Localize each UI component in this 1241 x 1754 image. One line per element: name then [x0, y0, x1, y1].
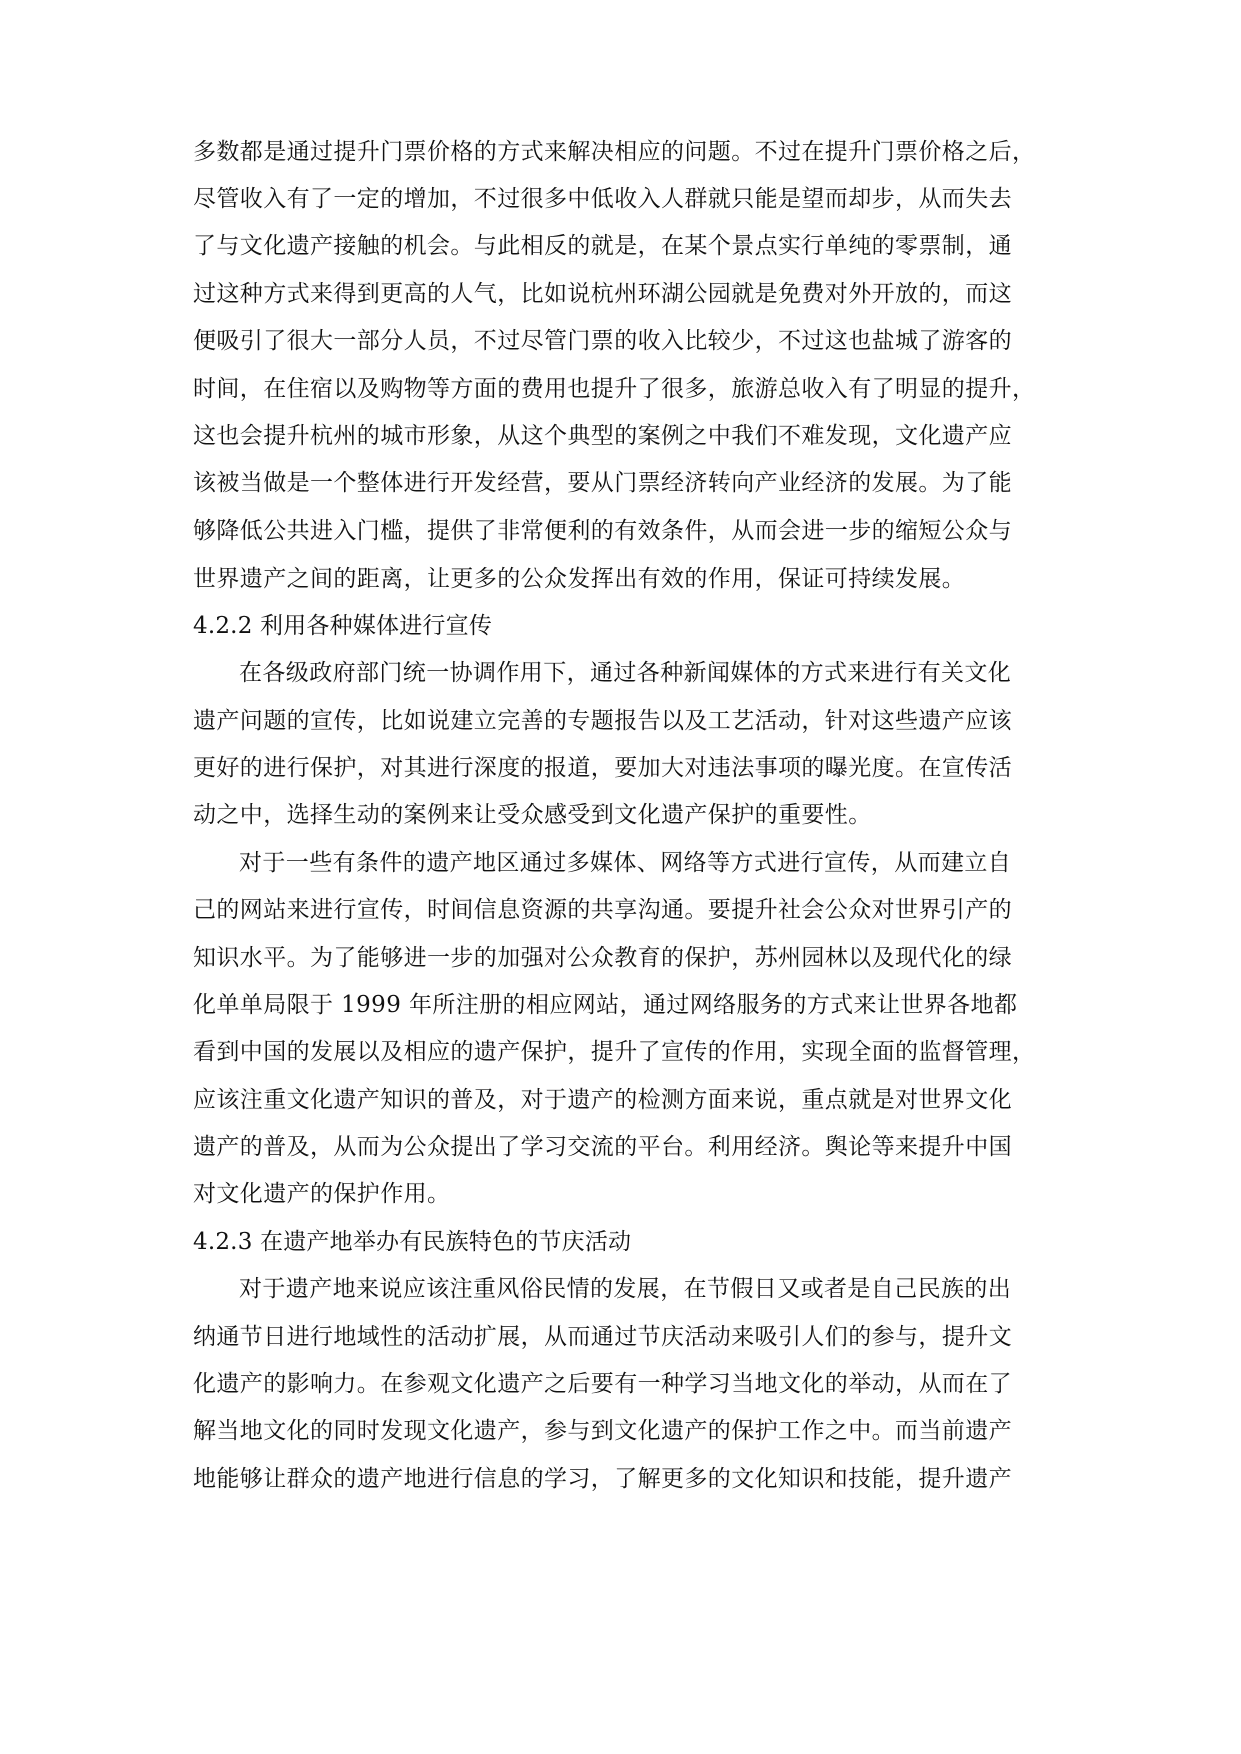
section-heading: 4.2.3 在遗产地举办有民族特色的节庆活动	[193, 1229, 632, 1255]
paragraph-line: 更好的进行保护，对其进行深度的报道，要加大对违法事项的曝光度。在宣传活	[193, 755, 1012, 781]
paragraph-line: 化单单局限于 1999 年所注册的相应网站，通过网络服务的方式来让世界各地都	[193, 992, 1018, 1018]
paragraph-line: 化遗产的影响力。在参观文化遗产之后要有一种学习当地文化的举动，从而在了	[193, 1371, 1012, 1397]
paragraph-line: 在各级政府部门统一协调作用下，通过各种新闻媒体的方式来进行有关文化	[239, 660, 1012, 686]
paragraph-line: 看到中国的发展以及相应的遗产保护，提升了宣传的作用，实现全面的监督管理，	[193, 1039, 1036, 1065]
paragraph-line: 便吸引了很大一部分人员，不过尽管门票的收入比较少，不过这也盐城了游客的	[193, 328, 1012, 354]
paragraph-line: 该被当做是一个整体进行开发经营，要从门票经济转向产业经济的发展。为了能	[193, 470, 1012, 496]
paragraph-line: 己的网站来进行宣传，时间信息资源的共享沟通。要提升社会公众对世界引产的	[193, 897, 1012, 923]
paragraph-line: 解当地文化的同时发现文化遗产，参与到文化遗产的保护工作之中。而当前遗产	[193, 1418, 1012, 1444]
paragraph-line: 知识水平。为了能够进一步的加强对公众教育的保护，苏州园林以及现代化的绿	[193, 945, 1012, 971]
paragraph-line: 遗产问题的宣传，比如说建立完善的专题报告以及工艺活动，针对这些遗产应该	[193, 708, 1012, 734]
paragraph-line: 对于遗产地来说应该注重风俗民情的发展，在节假日又或者是自己民族的出	[239, 1276, 1012, 1302]
paragraph-line: 世界遗产之间的距离，让更多的公众发挥出有效的作用，保证可持续发展。	[193, 566, 966, 592]
section-heading: 4.2.2 利用各种媒体进行宣传	[193, 613, 493, 639]
paragraph-line: 遗产的普及，从而为公众提出了学习交流的平台。利用经济。舆论等来提升中国	[193, 1134, 1012, 1160]
paragraph-line: 对文化遗产的保护作用。	[193, 1181, 451, 1207]
paragraph-line: 了与文化遗产接触的机会。与此相反的就是，在某个景点实行单纯的零票制，通	[193, 233, 1012, 259]
paragraph-line: 够降低公共进入门槛，提供了非常便利的有效条件，从而会进一步的缩短公众与	[193, 518, 1012, 544]
paragraph-line: 时间，在住宿以及购物等方面的费用也提升了很多，旅游总收入有了明显的提升，	[193, 376, 1036, 402]
paragraph-line: 尽管收入有了一定的增加，不过很多中低收入人群就只能是望而却步，从而失去	[193, 186, 1012, 212]
paragraph-line: 过这种方式来得到更高的人气，比如说杭州环湖公园就是免费对外开放的，而这	[193, 281, 1012, 307]
paragraph-line: 地能够让群众的遗产地进行信息的学习，了解更多的文化知识和技能，提升遗产	[193, 1466, 1012, 1492]
paragraph-line: 这也会提升杭州的城市形象，从这个典型的案例之中我们不难发现，文化遗产应	[193, 423, 1012, 449]
paragraph-line: 多数都是通过提升门票价格的方式来解决相应的问题。不过在提升门票价格之后，	[193, 139, 1036, 165]
paragraph-line: 对于一些有条件的遗产地区通过多媒体、网络等方式进行宣传，从而建立自	[239, 850, 1012, 876]
paragraph-line: 应该注重文化遗产知识的普及，对于遗产的检测方面来说，重点就是对世界文化	[193, 1087, 1012, 1113]
paragraph-line: 动之中，选择生动的案例来让受众感受到文化遗产保护的重要性。	[193, 802, 872, 828]
paragraph-line: 纳通节日进行地域性的活动扩展，从而通过节庆活动来吸引人们的参与，提升文	[193, 1324, 1012, 1350]
